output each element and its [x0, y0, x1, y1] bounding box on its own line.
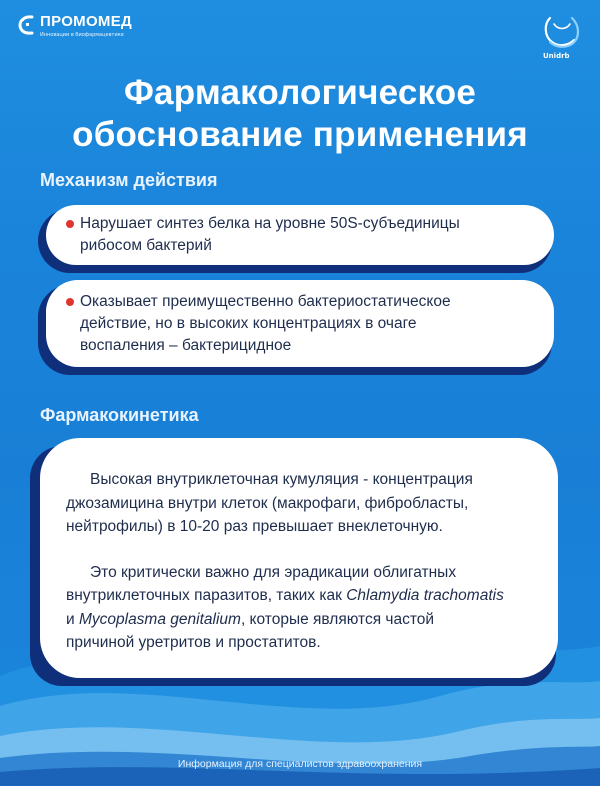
- para2-line-3: [66, 608, 536, 632]
- mechanism-item-2: [46, 280, 554, 367]
- mechanism-item-1-line-1: Нарушает синтез белка на уровне 50S-субъединицы: [80, 215, 460, 232]
- para2-line-4: причиной уретритов и простатитов.: [66, 634, 321, 651]
- mechanism-item-2-line-3: воспаления – бактерицидное: [80, 337, 292, 354]
- footer-disclaimer: Информация для специалистов здравоохранения: [177, 758, 423, 770]
- para1-line-2: джозамицина внутри клеток (макрофаги, фибробласты,: [66, 494, 469, 512]
- promomed-logo: [18, 14, 132, 38]
- partner-logo-word: Unidrb: [543, 52, 570, 60]
- mechanism-heading: Механизм действия: [40, 170, 218, 190]
- para1-line-3: нейтрофилы) в 10-20 раз превышает внеклеточную.: [66, 518, 443, 535]
- pharmacokinetics-paragraph-1: [66, 468, 536, 539]
- page-title: [0, 72, 600, 156]
- mechanism-item-1: [46, 205, 554, 265]
- mycoplasma-term: Mycoplasma genitalium: [78, 610, 241, 628]
- mechanism-item-2-line-2: действие, но в высоких концентрациях в очаге: [80, 315, 417, 332]
- pharmacokinetics-heading: Фармакокинетика: [40, 405, 199, 425]
- bullet-dot-icon: [66, 220, 74, 228]
- para2-line-2-text: внутриклеточных паразитов, таких как: [66, 587, 347, 604]
- bullet-dot-icon: [66, 298, 74, 306]
- para2-line-3-text-a: и: [66, 610, 79, 628]
- para2-line-2: [66, 584, 536, 608]
- title-line-1: Фармакологическое: [123, 73, 477, 112]
- mechanism-item-2-line-1: Оказывает преимущественно бактериостатическое: [80, 293, 451, 310]
- chlamydia-term: Chlamydia trachomatis: [346, 587, 504, 604]
- logo-tagline: Инновации в биофармацевтике: [40, 32, 124, 38]
- logo-name: ПРОМОМЕД: [40, 13, 133, 30]
- promomed-logo-icon: [18, 14, 36, 36]
- para2-line-1: Это критически важно для эрадикации облигатных: [90, 563, 457, 581]
- para1-line-1: Высокая внутриклеточная кумуляция - концентрация: [90, 471, 473, 488]
- para2-line-3-text-b: , которые являются частой: [240, 610, 435, 628]
- mechanism-item-1-line-2: рибосом бактерий: [80, 237, 212, 254]
- pharmacokinetics-paragraph-2: [66, 561, 536, 655]
- title-line-2: обоснование применения: [72, 115, 528, 154]
- pharmacokinetics-text: [40, 438, 558, 678]
